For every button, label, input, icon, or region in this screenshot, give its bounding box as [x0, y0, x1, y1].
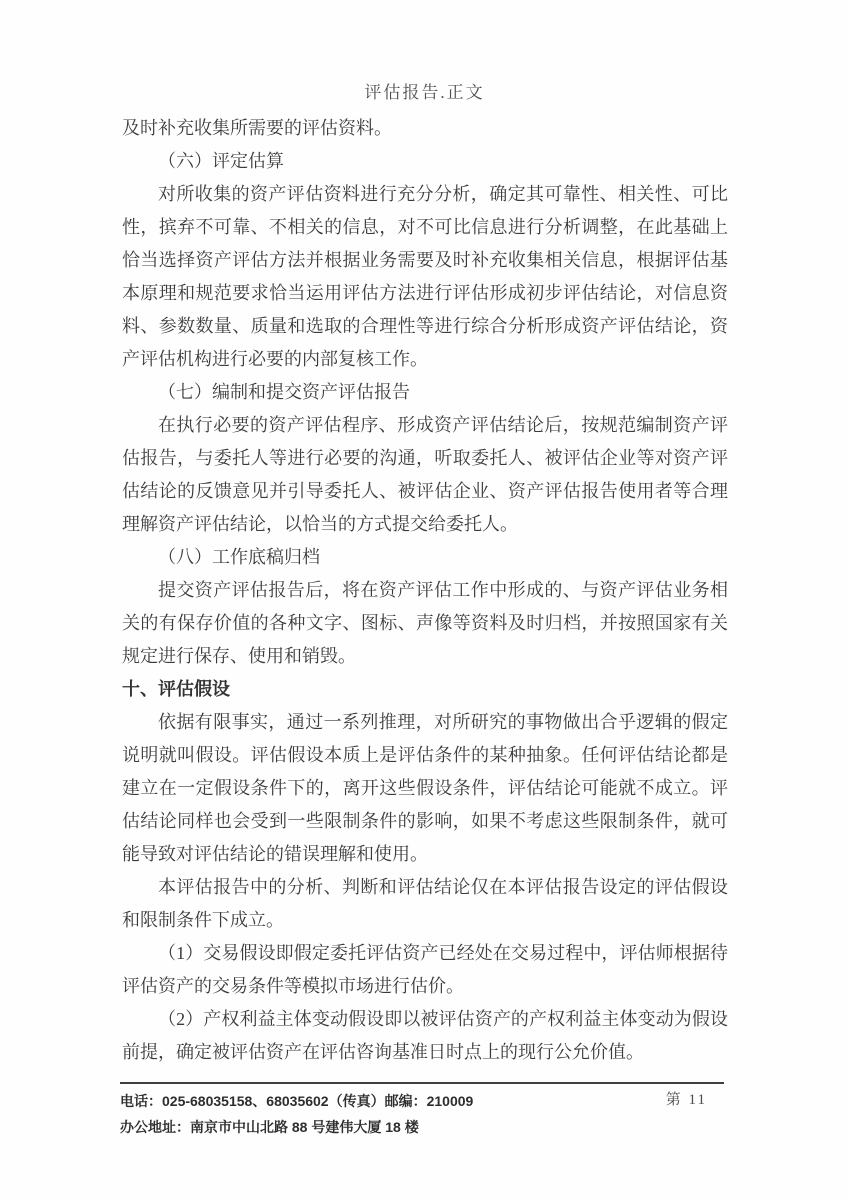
paragraph-assumption-1: （1）交易假设即假定委托评估资产已经处在交易过程中，评估师根据待评估资产的交易条件等模拟市场进行估价。 — [122, 943, 728, 996]
paragraph-assumption-intro: 依据有限事实，通过一系列推理，对所研究的事物做出合乎逻辑的假定说明就叫假设。评估假设本质上是评估条件的某种抽象。任何评估结论都是建立在一定假设条件下的，离开这些假设条件，评估结论可能就不成立。评估结论同样也会受到一些限制条件的影响，如果不考虑这些限制条件，就可能导致对评估结论的错误理解和使用。 — [122, 712, 728, 864]
subheading-section-7: （七）编制和提交资产评估报告 — [158, 382, 410, 402]
paragraph-continuation: 及时补充收集所需要的评估资料。 — [122, 118, 392, 138]
paragraph-section-6: 对所收集的资产评估资料进行充分分析，确定其可靠性、相关性、可比性，摈弃不可靠、不相关的信息，对不可比信息进行分析调整，在此基础上恰当选择资产评估方法并根据业务需要及时补充收集相关信息，根据评估基本原理和规范要求恰当运用评估方法进行评估形成初步评估结论，对信息资料、参数数量、质量和选取的合理性等进行综合分析形成资产评估结论，资产评估机构进行必要的内部复核工作。 — [122, 184, 728, 369]
paragraph-section-7: 在执行必要的资产评估程序、形成资产评估结论后，按规范编制资产评估报告，与委托人等进行必要的沟通，听取委托人、被评估企业等对资产评估结论的反馈意见并引导委托人、被评估企业、资产评估报告使用者等合理理解资产评估结论，以恰当的方式提交给委托人。 — [122, 415, 728, 534]
paragraph-section-8: 提交资产评估报告后，将在资产评估工作中形成的、与资产评估业务相关的有保存价值的各种文字、图标、声像等资料及时归档，并按照国家有关规定进行保存、使用和销毁。 — [122, 580, 728, 666]
document-body — [122, 112, 728, 1069]
document-header-title: 评估报告.正文 — [364, 83, 485, 102]
paragraph-assumption-2: （2）产权利益主体变动假设即以被评估资产的产权利益主体变动为假设前提，确定被评估资产在评估咨询基准日时点上的现行公允价值。 — [122, 1009, 728, 1062]
page-footer — [120, 1082, 724, 1140]
paragraph-assumption-scope: 本评估报告中的分析、判断和评估结论仅在本评估报告设定的评估假设和限制条件下成立。 — [122, 877, 728, 930]
footer-address-line: 办公地址：南京市中山北路 88 号建伟大厦 18 楼 — [120, 1119, 419, 1135]
subheading-section-6: （六）评定估算 — [158, 151, 284, 171]
footer-phone-line: 电话：025-68035158、68035602（传真）邮编：210009 — [120, 1093, 474, 1109]
heading-chapter-10: 十、评估假设 — [122, 679, 230, 699]
page-number: 第 11 — [665, 1092, 707, 1108]
subheading-section-8: （八）工作底稿归档 — [158, 547, 320, 567]
